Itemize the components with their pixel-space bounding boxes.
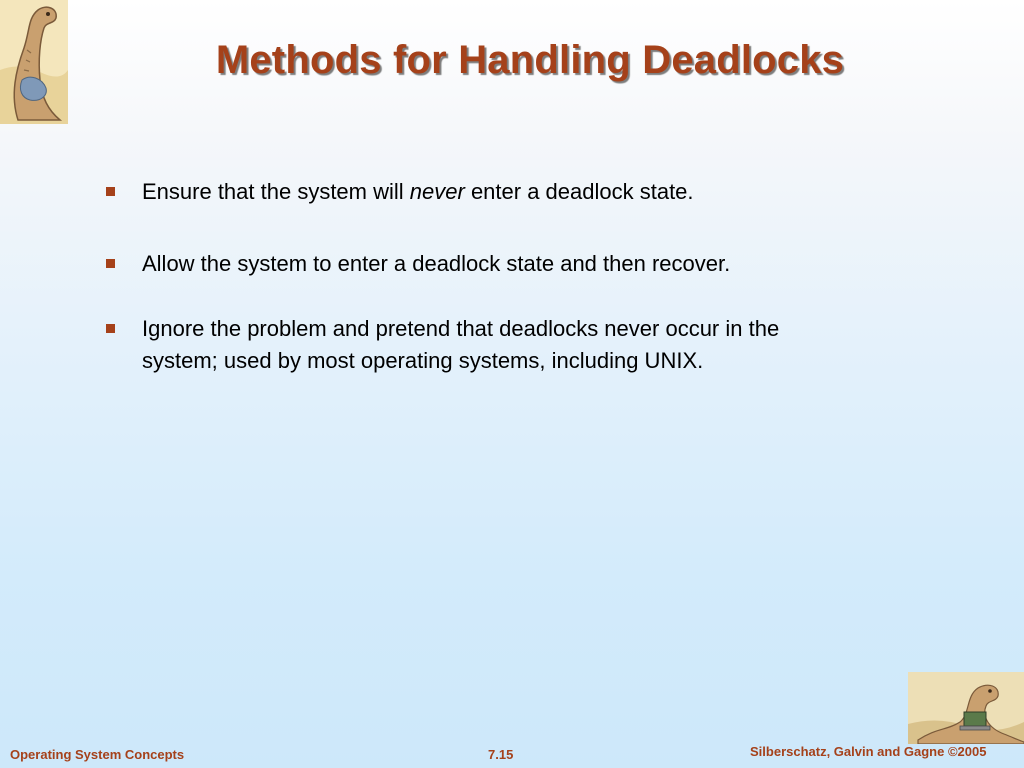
footer-course-title: Operating System Concepts — [10, 747, 185, 762]
footer-page-number: 7.15 — [488, 747, 514, 762]
bullet-item — [104, 248, 782, 280]
bullet-text: Ignore the problem and pretend that deadlocks never occur in the system; used by most operating systems, including UNIX. — [142, 316, 780, 373]
dinosaur-logo-icon — [0, 0, 68, 124]
bullet-item — [104, 176, 842, 208]
bullet-text: Allow the system to enter a deadlock state and then recover. — [142, 251, 731, 276]
emphasis-text: never — [409, 179, 465, 204]
bullet-text: enter a deadlock state. — [464, 179, 694, 204]
footer-copyright: Silberschatz, Galvin and Gagne ©2005 — [750, 744, 987, 759]
bullet-list — [104, 176, 834, 417]
bullet-text: Ensure that the system will — [142, 179, 410, 204]
square-bullet-icon — [106, 187, 115, 196]
square-bullet-icon — [106, 324, 115, 333]
dinosaur-laptop-logo-icon — [908, 672, 1024, 744]
slide-title: Methods for Handling Deadlocks — [215, 38, 845, 82]
square-bullet-icon — [106, 259, 115, 268]
bullet-item — [104, 313, 832, 377]
